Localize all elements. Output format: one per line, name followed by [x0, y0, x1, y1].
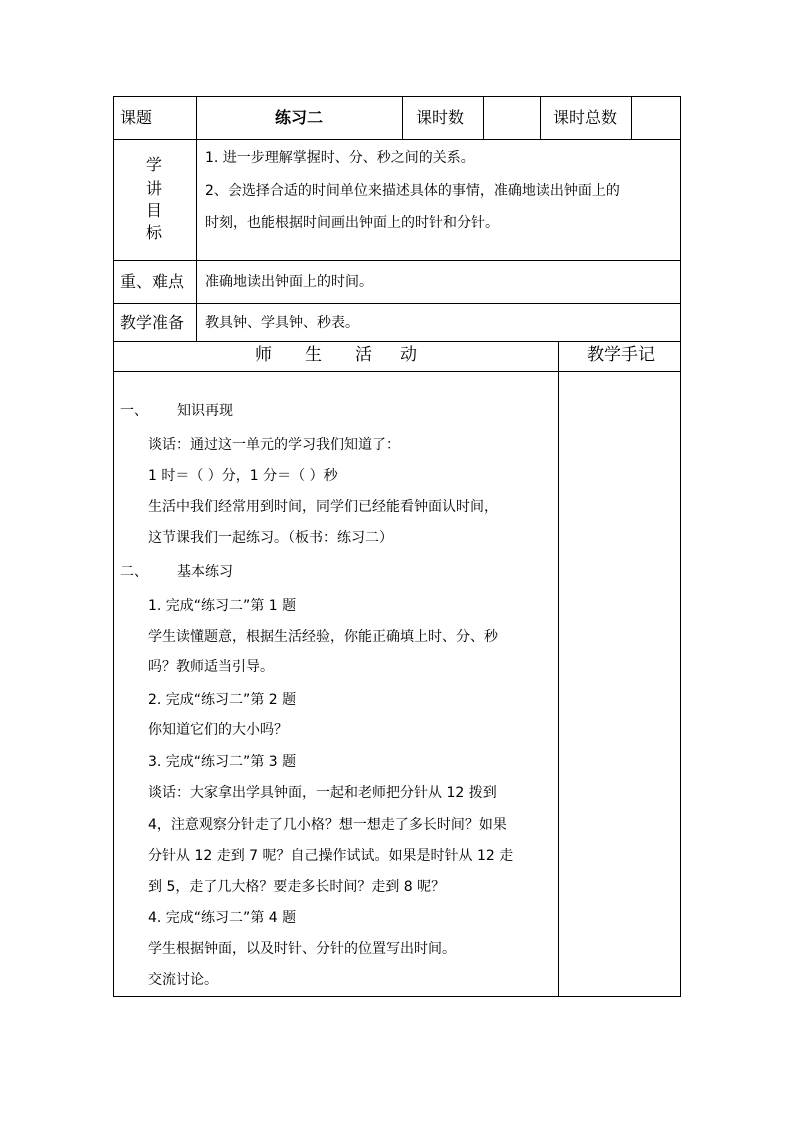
objective-line: 2、会选择合适的时间单位来描述具体的事情，准确地读出钟面上的 — [205, 183, 620, 199]
section-title: 基本练习 — [177, 564, 233, 580]
activity-line: 分针从 12 走到 7 呢？自己操作试试。如果是时针从 12 走 — [148, 848, 514, 864]
section-title: 知识再现 — [177, 403, 233, 419]
periods-label: 课时数 — [416, 108, 465, 127]
activity-line: 学生根据钟面，以及时针、分针的位置写出时间。 — [148, 941, 456, 957]
activity-line: 这节课我们一起练习。（板书：练习二） — [148, 530, 393, 546]
activity-line: 1. 完成“练习二”第 1 题 — [148, 598, 297, 614]
activity-line: 吗？教师适当引导。 — [148, 659, 274, 675]
activity-line: 到 5，走了几大格？要走多长时间？走到 8 呢？ — [148, 879, 446, 895]
row-divider — [113, 341, 681, 342]
activity-line: 1 时＝（ ）分，1 分＝（ ）秒 — [148, 468, 338, 484]
preparation-label: 教学准备 — [120, 313, 185, 332]
col-divider — [483, 96, 484, 139]
activity-line: 谈话：大家拿出学具钟面，一起和老师把分针从 12 拨到 — [148, 785, 497, 801]
objective-line: 时刻，也能根据时间画出钟面上的时针和分针。 — [205, 215, 499, 231]
key-points-text: 准确地读出钟面上的时间。 — [205, 274, 373, 290]
total-periods-label: 课时总数 — [553, 108, 618, 127]
activity-line: 交流讨论。 — [148, 972, 218, 988]
activity-line: 4，注意观察分针走了几小格？想一想走了多长时间？如果 — [148, 817, 507, 833]
objectives-label-char: 学 — [146, 155, 163, 174]
activity-line: 你知道它们的大小吗？ — [148, 722, 288, 738]
col-divider — [540, 96, 541, 139]
activity-header-char: 动 — [400, 345, 417, 365]
row-divider — [113, 139, 681, 140]
activity-line: 4. 完成“练习二”第 4 题 — [148, 910, 297, 926]
preparation-text: 教具钟、学具钟、秒表。 — [205, 315, 359, 331]
section-number: 一、 — [120, 403, 148, 419]
topic-value: 练习二 — [275, 108, 324, 127]
topic-label: 课题 — [120, 108, 153, 127]
notes-column-label: 教学手记 — [587, 345, 655, 365]
objectives-label-char: 目 — [146, 201, 163, 220]
section-number: 二、 — [120, 564, 148, 580]
row-divider — [113, 260, 681, 261]
activity-line: 生活中我们经常用到时间，同学们已经能看钟面认时间， — [148, 499, 498, 515]
col-divider — [402, 96, 403, 139]
row-divider — [113, 303, 681, 304]
table-border-top — [113, 96, 681, 97]
col-divider — [631, 96, 632, 139]
objective-line: 1. 进一步理解掌握时、分、秒之间的关系。 — [205, 150, 475, 166]
label-column-divider — [196, 96, 197, 341]
activity-line: 3. 完成“练习二”第 3 题 — [148, 754, 297, 770]
objectives-label-char: 标 — [146, 223, 163, 242]
activity-header-char: 师 — [255, 345, 272, 365]
row-divider — [113, 371, 681, 372]
table-border-right — [680, 96, 681, 997]
activity-line: 谈话：通过这一单元的学习我们知道了： — [148, 437, 400, 453]
key-points-label: 重、难点 — [120, 272, 185, 291]
notes-column-divider — [558, 341, 559, 996]
activity-header-char: 活 — [355, 345, 372, 365]
table-border-bottom — [113, 996, 681, 997]
activity-line: 2. 完成“练习二”第 2 题 — [148, 692, 297, 708]
objectives-label-char: 讲 — [146, 179, 163, 198]
activity-line: 学生读懂题意，根据生活经验，你能正确填上时、分、秒 — [148, 629, 498, 645]
activity-header-char: 生 — [305, 345, 322, 365]
table-border-left — [113, 96, 114, 997]
